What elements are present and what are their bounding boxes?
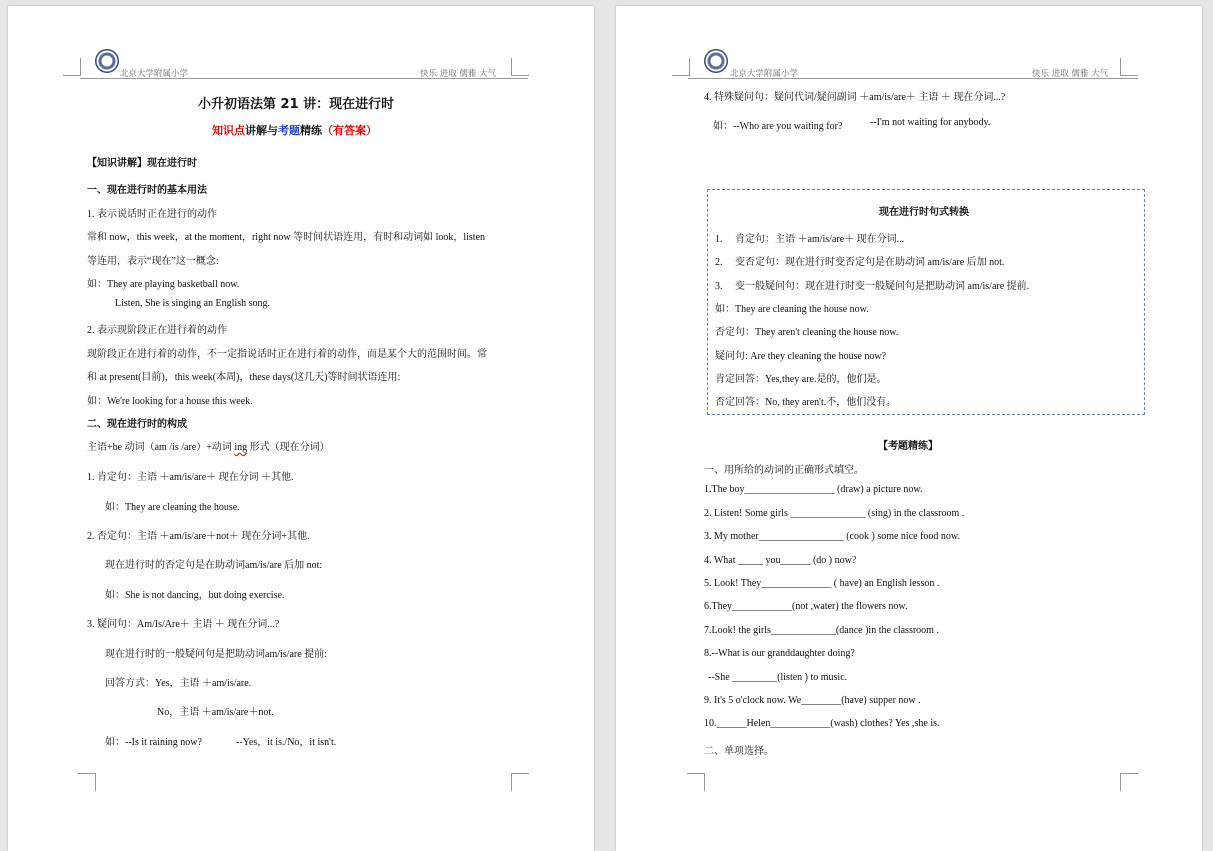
school-logo-icon — [95, 49, 119, 73]
subtitle-part-explain: 讲解与 — [245, 124, 278, 137]
heading-basic-usage: 一、现在进行时的基本用法 — [87, 185, 207, 196]
page-corner-mark — [672, 58, 690, 76]
page-corner-mark — [511, 58, 529, 76]
summary-box-line: 否定句：They aren't cleaning the house now. — [715, 327, 899, 338]
text-line: 现在进行时的一般疑问句是把助动词am/is/are 提前: — [105, 649, 327, 660]
text-line: 3. 疑问句：Am/Is/Are＋ 主语 ＋ 现在分词...? — [87, 619, 280, 630]
summary-box-line: 1. 肯定句：主语 ＋am/is/are＋ 现在分词... — [715, 234, 905, 245]
summary-box-line: 疑问句: Are they cleaning the house now? — [715, 351, 887, 362]
example-line: 如：They are cleaning the house. — [105, 502, 240, 513]
exercise-item: --She _________(listen ) to music. — [708, 672, 848, 683]
example-answer: --I'm not waiting for anybody. — [870, 117, 991, 128]
summary-box-line: 2. 变否定句：现在进行时变否定句是在助动词 am/is/are 后加 not. — [715, 257, 1005, 268]
section-heading: 【知识讲解】现在进行时 — [87, 158, 197, 169]
page-corner-mark — [1120, 773, 1138, 791]
text-line: 现在进行时的否定句是在助动词am/is/are 后加 not: — [105, 560, 323, 571]
exercise-item: 4. What _____ you______ (do ) now? — [704, 555, 857, 566]
summary-box-line: 3. 变一般疑问句：现在进行时变一般疑问句是把助动词 am/is/are 提前. — [715, 281, 1030, 292]
heading-structure: 二、现在进行时的构成 — [87, 419, 187, 430]
text-line: 回答方式：Yes，主语 ＋am/is/are. — [105, 678, 252, 689]
exercise-item: 1.The boy__________________ (draw) a picture now. — [704, 484, 923, 495]
text-line: 1. 表示说话时正在进行的动作 — [87, 209, 217, 220]
exercise-instruction: 一、用所给的动词的正确形式填空。 — [704, 465, 864, 476]
example-line: 如：She is not dancing，but doing exercise. — [105, 590, 285, 601]
text-line: 现阶段正在进行着的动作，不一定指说话时正在进行着的动作，而是某个大的范围时间。常 — [87, 349, 487, 360]
exercise-item: 8.--What is our granddaughter doing? — [704, 648, 855, 659]
exercise-item: 3. My mother_________________ (cook ) some nice food now. — [704, 531, 960, 542]
summary-box-line: 肯定回答：Yes,they are.是的，他们是。 — [715, 374, 887, 385]
page-corner-mark — [511, 773, 529, 791]
exercise-item: 7.Look! the girls_____________(dance )in the classroom . — [704, 625, 939, 636]
exercise-item: 2. Listen! Some girls _______________ (sing) in the classroom . — [704, 508, 965, 519]
document-page-left — [8, 6, 594, 851]
summary-box-line: 否定回答：No, they aren't.不，他们没有。 — [715, 397, 897, 408]
subtitle-part-exam: 考题 — [278, 124, 300, 137]
exercise-item: 6.They____________(not ,water) the flowers now. — [704, 601, 908, 612]
header-rule — [80, 78, 528, 79]
structure-after: 形式（现在分词） — [247, 442, 330, 453]
page-corner-mark — [78, 773, 96, 791]
example-line: 如：We're looking for a house this week. — [87, 396, 253, 407]
example-line: 如：They are playing basketball now. — [87, 279, 240, 290]
text-line: 等连用，表示“现在”这一概念: — [87, 256, 219, 267]
exercise-item: 10.______Helen____________(wash) clothes? Yes ,she is. — [704, 718, 940, 729]
header-motto: 快乐 进取 儒雅 大气 — [420, 69, 497, 79]
exercise-item: 5. Look! They______________ ( have) an English lesson . — [704, 578, 940, 589]
header-school-name: 北京大学附属小学 — [120, 69, 189, 79]
page-corner-mark — [1120, 58, 1138, 76]
summary-box-line: 如：They are cleaning the house now. — [715, 304, 869, 315]
header-motto: 快乐 进取 儒雅 大气 — [1032, 69, 1109, 79]
text-line: 1. 肯定句：主语 ＋am/is/are＋ 现在分词 ＋其他. — [87, 472, 294, 483]
structure-before: 主语+be 动词（am /is /are）+动词 — [87, 442, 235, 453]
example-answer: --Yes，it is./No，it isn't. — [236, 737, 337, 748]
subtitle-part-knowledge: 知识点 — [212, 124, 245, 137]
exercise-heading: 【考题精练】 — [878, 441, 938, 452]
header-school-name: 北京大学附属小学 — [730, 69, 799, 79]
text-line: 4. 特殊疑问句：疑问代词/疑问副词 ＋am/is/are＋ 主语 ＋ 现在分词...? — [704, 92, 1006, 103]
header-rule — [688, 78, 1138, 79]
document-page-right — [616, 6, 1202, 851]
text-line: 和 at present(目前)，this week(本周)，these days(这几天)等时间状语连用: — [87, 372, 401, 383]
text-line: 常和 now，this week，at the moment，right now 等时间状语连用，有时和动词如 look，listen — [87, 232, 486, 243]
exercise-section-heading: 二、单项选择。 — [704, 746, 774, 757]
structure-ing: ing — [234, 442, 248, 453]
exercise-item: 9. It's 5 o'clock now. We________(have) supper now . — [704, 695, 921, 706]
page-corner-mark — [687, 773, 705, 791]
structure-formula — [87, 438, 330, 453]
document-subtitle — [212, 122, 377, 138]
text-line: No，主语 ＋am/is/are＋not. — [157, 707, 274, 718]
text-line: 2. 表示现阶段正在进行着的动作 — [87, 325, 227, 336]
example-question: 如：--Is it raining now? — [105, 737, 202, 748]
page-corner-mark — [63, 58, 81, 76]
example-question: 如：--Who are you waiting for? — [713, 121, 843, 132]
text-line: 2. 否定句：主语 ＋am/is/are＋not＋ 现在分词+其他. — [87, 531, 310, 542]
summary-box-title: 现在进行时句式转换 — [879, 207, 969, 218]
school-logo-icon — [704, 49, 728, 73]
subtitle-part-practice: 精练 — [300, 124, 322, 137]
subtitle-part-answers: （有答案） — [322, 124, 377, 137]
document-title: 小升初语法第 21 讲：现在进行时 — [198, 97, 395, 112]
example-line: Listen, She is singing an English song. — [115, 298, 270, 309]
